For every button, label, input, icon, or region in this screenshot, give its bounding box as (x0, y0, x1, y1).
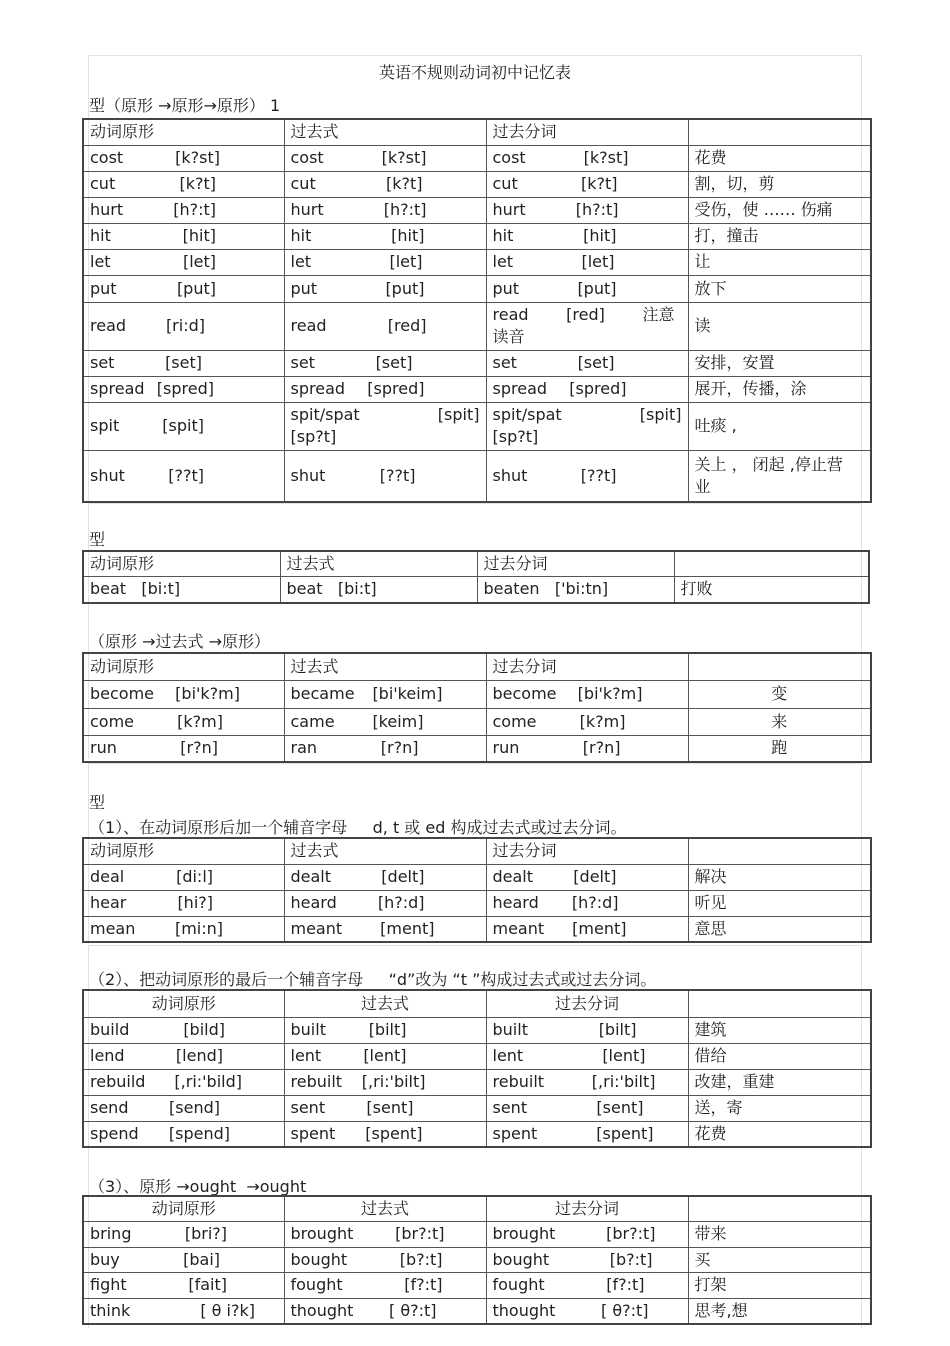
table-header-row (83, 838, 871, 864)
past-word: let (290, 252, 312, 271)
past-phonetic: [bi'keim] (372, 684, 443, 703)
meaning: 跑 (688, 735, 871, 762)
pp-phonetic: [delt] (573, 867, 617, 886)
pp-phonetic: [k?m] (579, 711, 626, 731)
table-row (83, 350, 871, 376)
pp-phonetic: [h?:d] (571, 893, 619, 912)
meaning: 安排，安置 (688, 350, 871, 376)
base-word: buy (90, 1249, 120, 1269)
base-word: mean (90, 918, 136, 938)
past-word: spread (290, 379, 346, 398)
base-phonetic: [bi:t] (141, 579, 181, 599)
meaning: 花费 (688, 1121, 871, 1147)
past-word: heard (290, 893, 337, 912)
pp-word: hurt (492, 200, 526, 219)
meaning: 意思 (688, 916, 871, 942)
base-word: come (90, 711, 135, 731)
table-row (83, 735, 871, 762)
pp-word: lent (492, 1046, 524, 1065)
base-word: fight (90, 1275, 127, 1294)
section4-sub2-label: （2）、把动词原形的最后一个辅音字母 “d”改为 “t ”构成过去式或过去分词。 (89, 970, 657, 989)
pp-phonetic: [put] (577, 278, 617, 298)
base-phonetic: [k?m] (177, 711, 223, 731)
base-word: send (90, 1098, 129, 1117)
table-row (83, 1095, 871, 1121)
header-past: 过去式 (284, 119, 486, 145)
meaning: 来 (688, 708, 871, 735)
base-phonetic: [hi?] (177, 893, 213, 912)
table-row (83, 1069, 871, 1095)
base-phonetic: [fait] (188, 1275, 227, 1294)
past-phonetic: [??t] (379, 465, 416, 485)
past-phonetic: [b?:t] (399, 1249, 443, 1269)
pp-word: run (492, 738, 520, 758)
past-word: became (290, 684, 355, 703)
base-phonetic: [spit] (162, 416, 204, 435)
base-word: read (90, 316, 127, 335)
past-word: spit/spat (290, 405, 360, 424)
base-word: spit (90, 416, 120, 435)
past-phonetic: [hit] (391, 226, 425, 245)
header-base: 动词原形 (83, 838, 284, 864)
section4-sub3-table (82, 1195, 872, 1325)
pp-word: heard (492, 893, 539, 912)
past-phonetic: [spit] (437, 405, 480, 424)
past-word: set (290, 353, 315, 372)
pp-phonetic: [spred] (569, 379, 627, 398)
table-row (83, 197, 871, 223)
header-past: 过去式 (284, 653, 486, 680)
pp-phonetic: [br?:t] (606, 1224, 656, 1243)
past-word: sent (290, 1098, 326, 1117)
header-meaning (688, 990, 871, 1017)
table-row (83, 576, 869, 603)
past-word: put (290, 278, 318, 298)
pp-phonetic: [red] (566, 305, 605, 324)
meaning: 变 (688, 680, 871, 708)
past-phonetic: [let] (389, 252, 423, 271)
pp-note: 注意 (642, 305, 675, 324)
pp-phonetic: [k?t] (580, 174, 618, 193)
header-pp: 过去分词 (486, 119, 688, 145)
past-phonetic-alt: [sp?t] (290, 427, 337, 446)
past-word: built (290, 1020, 326, 1039)
section1-label: 型（原形 →原形→原形） 1 (89, 96, 281, 115)
header-meaning (688, 1196, 871, 1221)
past-word: beat (286, 579, 323, 599)
past-word: hit (290, 226, 312, 245)
pp-phonetic: [r?n] (582, 738, 621, 758)
pp-word: put (492, 278, 520, 298)
pp-word: meant (492, 918, 545, 938)
past-phonetic: [,ri:'bilt] (361, 1072, 426, 1091)
base-phonetic: [bild] (183, 1020, 225, 1039)
past-phonetic: [k?st] (381, 148, 427, 167)
base-word: become (90, 684, 155, 703)
table-row (83, 1121, 871, 1147)
base-phonetic: [di:l] (176, 867, 213, 886)
past-phonetic: [spred] (367, 379, 425, 398)
meaning: 借给 (688, 1043, 871, 1069)
base-word: lend (90, 1046, 125, 1065)
section4-sub2-table (82, 989, 872, 1148)
pp-phonetic: [spent] (596, 1123, 654, 1143)
pp-word: rebuilt (492, 1072, 545, 1091)
base-word: shut (90, 465, 125, 485)
pp-word: hit (492, 226, 514, 245)
pp-word: cut (492, 174, 518, 193)
pp-word: spent (492, 1123, 538, 1143)
past-word: shut (290, 465, 326, 485)
past-word: cut (290, 174, 316, 193)
section2-table (82, 550, 870, 604)
meaning: 打，撞击 (688, 223, 871, 249)
header-meaning (688, 838, 871, 864)
header-base: 动词原形 (83, 990, 284, 1017)
pp-word: fought (492, 1275, 545, 1294)
base-phonetic: [k?st] (175, 148, 220, 167)
base-word: let (90, 252, 111, 271)
past-phonetic: [set] (375, 353, 413, 372)
past-phonetic: [h?:t] (383, 200, 427, 219)
pp-word: spread (492, 379, 548, 398)
header-past: 过去式 (280, 551, 477, 576)
base-word: spread (90, 379, 145, 398)
table-header-row (83, 990, 871, 1017)
pp-word: built (492, 1020, 528, 1039)
pp-word: shut (492, 465, 528, 485)
table-row (83, 402, 871, 450)
past-phonetic: [sent] (366, 1098, 414, 1117)
pp-word: spit/spat (492, 405, 562, 424)
pp-phonetic: [set] (577, 353, 615, 372)
past-phonetic: [spent] (365, 1123, 423, 1143)
header-pp: 过去分词 (477, 551, 674, 576)
base-word: spend (90, 1123, 139, 1143)
past-phonetic: [put] (385, 278, 425, 298)
past-phonetic: [delt] (381, 867, 425, 886)
table-row (83, 376, 871, 402)
pp-phonetic: ['bi:tn] (554, 579, 609, 599)
section3-label: （原形 →过去式 →原形） (89, 632, 270, 651)
pp-word: let (492, 252, 514, 271)
header-meaning (688, 653, 871, 680)
table-row (83, 223, 871, 249)
table-header-row (83, 551, 869, 576)
header-pp: 过去分词 (486, 838, 688, 864)
meaning: 读 (688, 302, 871, 350)
past-word: meant (290, 918, 343, 938)
meaning: 送，寄 (688, 1095, 871, 1121)
table-row (83, 916, 871, 942)
table-row (83, 1247, 871, 1272)
pp-word: bought (492, 1249, 550, 1269)
past-word: spent (290, 1123, 336, 1143)
section4-label: 型 (89, 793, 106, 812)
pp-word: become (492, 684, 557, 703)
base-phonetic: [ θ i?k] (200, 1300, 255, 1320)
page-title: 英语不规则动词初中记忆表 (378, 63, 571, 82)
pp-phonetic: [sent] (596, 1098, 644, 1117)
table-row (83, 1298, 871, 1324)
pp-phonetic: [,ri:'bilt] (591, 1072, 656, 1091)
header-base: 动词原形 (83, 119, 284, 145)
header-pp: 过去分词 (486, 990, 688, 1017)
base-phonetic: [h?:t] (173, 200, 216, 219)
base-phonetic: [lend] (175, 1046, 223, 1065)
base-phonetic: [k?t] (179, 174, 216, 193)
base-phonetic: [spend] (168, 1123, 230, 1143)
header-base: 动词原形 (83, 653, 284, 680)
base-phonetic: [??t] (168, 465, 204, 485)
past-word: lent (290, 1046, 322, 1065)
pp-phonetic: [h?:t] (575, 200, 619, 219)
past-word: hurt (290, 200, 324, 219)
base-phonetic: [send] (169, 1098, 220, 1117)
past-word: brought (290, 1224, 354, 1243)
pp-phonetic: [ θ?:t] (600, 1300, 649, 1320)
header-past: 过去式 (284, 1196, 486, 1221)
pp-word: brought (492, 1224, 556, 1243)
table-header-row (83, 119, 871, 145)
base-phonetic: [,ri:'bild] (174, 1072, 242, 1091)
table-row (83, 1017, 871, 1043)
section4-sub1-label: （1）、在动词原形后加一个辅音字母 d, t 或 ed 构成过去式或过去分词。 (89, 818, 627, 837)
section4-sub3-label: （3）、原形 →ought →ought (89, 1177, 307, 1196)
table-row (83, 864, 871, 890)
past-phonetic: [ment] (380, 918, 435, 938)
past-word: bought (290, 1249, 348, 1269)
meaning: 改建，重建 (688, 1069, 871, 1095)
table-row (83, 1221, 871, 1247)
base-phonetic: [bri?] (184, 1224, 227, 1243)
header-past: 过去式 (284, 838, 486, 864)
base-phonetic: [bi'k?m] (175, 684, 240, 703)
past-word: read (290, 316, 327, 335)
base-phonetic: [bai] (183, 1249, 220, 1269)
base-phonetic: [set] (165, 353, 202, 372)
table-row (83, 275, 871, 302)
pp-word: read (492, 305, 529, 324)
base-word: set (90, 353, 115, 372)
past-phonetic: [keim] (372, 711, 424, 731)
meaning: 打败 (674, 576, 869, 603)
pp-phonetic: [bilt] (598, 1020, 637, 1039)
past-word: thought (290, 1300, 354, 1320)
base-word: bring (90, 1224, 132, 1243)
base-word: build (90, 1020, 130, 1039)
past-word: fought (290, 1275, 343, 1294)
meaning: 建筑 (688, 1017, 871, 1043)
meaning: 让 (688, 249, 871, 275)
past-word: came (290, 711, 335, 731)
past-word: dealt (290, 867, 332, 886)
header-pp: 过去分词 (486, 1196, 688, 1221)
past-phonetic: [bi:t] (337, 579, 377, 599)
header-base: 动词原形 (83, 1196, 284, 1221)
table-row (83, 890, 871, 916)
meaning: 带来 (688, 1221, 871, 1247)
base-word: cut (90, 174, 116, 193)
base-word: cost (90, 148, 124, 167)
past-phonetic: [red] (387, 316, 427, 335)
base-word: hear (90, 893, 127, 912)
base-word: beat (90, 579, 127, 599)
meaning: 关上 ， 闭起 ,停止营 (694, 454, 843, 474)
base-word: hurt (90, 200, 124, 219)
pp-word: dealt (492, 867, 534, 886)
pp-phonetic: [hit] (583, 226, 617, 245)
pp-word: thought (492, 1300, 556, 1320)
meaning: 解决 (688, 864, 871, 890)
base-word: think (90, 1300, 131, 1320)
base-word: deal (90, 867, 125, 886)
pp-phonetic-alt: [sp?t] (492, 427, 539, 446)
header-meaning (674, 551, 869, 576)
header-base: 动词原形 (83, 551, 280, 576)
base-word: rebuild (90, 1072, 146, 1091)
table-row (83, 171, 871, 197)
pp-phonetic: [ment] (572, 918, 627, 938)
table-header-row (83, 1196, 871, 1221)
meaning: 展开，传播，涂 (688, 376, 871, 402)
past-phonetic: [lent] (363, 1046, 407, 1065)
table-row (83, 145, 871, 171)
base-phonetic: [mi:n] (174, 918, 223, 938)
section1-table (82, 118, 872, 503)
past-phonetic: [ θ?:t] (388, 1300, 437, 1320)
pp-phonetic: [let] (581, 252, 615, 271)
header-pp: 过去分词 (486, 653, 688, 680)
base-phonetic: [spred] (156, 379, 214, 398)
pp-note-cont: 读音 (492, 327, 525, 346)
table-row (83, 1043, 871, 1069)
meaning: 放下 (688, 275, 871, 302)
pp-phonetic: [lent] (602, 1046, 646, 1065)
base-word: hit (90, 226, 111, 245)
table-header-row (83, 653, 871, 680)
meaning: 吐痰 , (688, 402, 871, 450)
past-word: ran (290, 738, 318, 758)
base-word: put (90, 278, 117, 298)
pp-phonetic: [k?st] (583, 148, 629, 167)
pp-word: sent (492, 1098, 528, 1117)
base-phonetic: [hit] (182, 226, 216, 245)
pp-phonetic: [f?:t] (606, 1275, 645, 1294)
meaning: 受伤，使 …… 伤痛 (688, 197, 871, 223)
meaning: 思考,想 (688, 1298, 871, 1324)
table-row (83, 302, 871, 350)
pp-phonetic: [bi'k?m] (577, 684, 643, 703)
past-phonetic: [f?:t] (404, 1275, 443, 1294)
past-phonetic: [br?:t] (395, 1224, 445, 1243)
base-word: run (90, 738, 117, 758)
past-phonetic: [bilt] (368, 1020, 407, 1039)
past-phonetic: [k?t] (385, 174, 423, 193)
past-word: rebuilt (290, 1072, 343, 1091)
pp-word: cost (492, 148, 526, 167)
meaning: 割，切，剪 (688, 171, 871, 197)
base-phonetic: [r?n] (180, 738, 218, 758)
base-phonetic: [ri:d] (165, 316, 205, 335)
pp-phonetic: [b?:t] (609, 1249, 653, 1269)
table-row (83, 1272, 871, 1298)
meaning: 听见 (688, 890, 871, 916)
past-phonetic: [r?n] (380, 738, 419, 758)
table-row (83, 249, 871, 275)
table-row (83, 680, 871, 708)
meaning: 打架 (688, 1272, 871, 1298)
pp-word: beaten (483, 579, 540, 599)
meaning-cont: 业 (694, 476, 711, 496)
header-past: 过去式 (284, 990, 486, 1017)
past-phonetic: [h?:d] (377, 893, 425, 912)
section4-sub1-table (82, 837, 872, 943)
base-phonetic: [let] (182, 252, 216, 271)
pp-word: set (492, 353, 517, 372)
table-row (83, 450, 871, 502)
pp-word: come (492, 711, 537, 731)
header-meaning (688, 119, 871, 145)
pp-phonetic: [spit] (639, 405, 682, 424)
pp-phonetic: [??t] (580, 465, 617, 485)
table-row (83, 708, 871, 735)
meaning: 买 (688, 1247, 871, 1272)
meaning: 花费 (688, 145, 871, 171)
base-phonetic: [put] (176, 278, 216, 298)
section2-label: 型 (89, 530, 106, 549)
past-word: cost (290, 148, 324, 167)
section3-table (82, 652, 872, 763)
